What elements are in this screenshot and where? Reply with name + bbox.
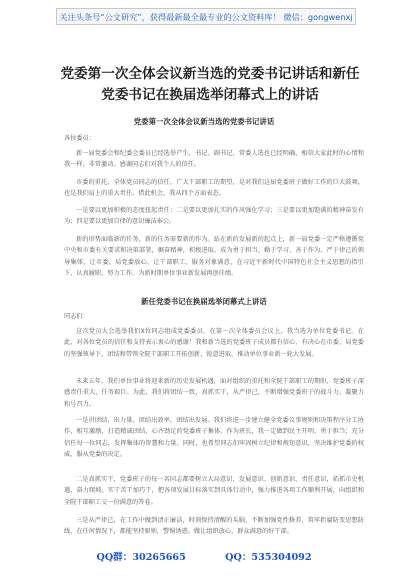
section-1-paragraph: 新的形势面临新的任务，新的任务需要新的作为。站在新的发展新的起点上，新一届党委一定严格遵循党中央和市委有关要求和决策部署，掘奋精神，积极进取，成为勇于担当、勤于学习、善于作为、严于律己的领导集体，让市委、局党委放心，让干部职工、服务对象满意，在习近平新时代中国特色社会主义思想的指引下，认真履职，努力工作，为新时期单位事业新发展再创佳绩。	[64, 236, 364, 278]
header-banner: 关注头条号“公文研究”，获得最新最全最专业的公文资料库！ 微信：gongwenxj	[56, 8, 356, 25]
section-2-salutation: 同志们：	[64, 313, 89, 320]
footer-qq-number: QQ：535304092	[225, 552, 312, 563]
section-1-paragraph: 市委的重托、全体党员同志的信任，广大干部职工的期望，是对我们这届党委班子做好工作的巨大鼓舞，也是我们肩上的重大责任。借此机会，我从四个方面表态。	[64, 179, 364, 198]
section-2-paragraph: 未来五年，我们单位事业将迎来新的历史发展机遇，面对组织的重托和全院干部职工的期盼，党委班子深感责任重大，任务艰巨。为此，我们将团结一致，真抓实干，从严律己，不断增强党委班子的战斗力、凝聚力和号召力。	[64, 378, 364, 408]
document-title: 党委第一次全体会议新当选的党委书记讲话和新任党委书记在换届选举闭幕式上的讲话	[60, 66, 360, 103]
section-1-salutation: 各位委员：	[64, 135, 95, 142]
section-2-paragraph: 一是讲团结、出力量。团结出效率，团结出发展。我们将进一步建立健全党委议事规则和决策程序分工协作，相互激励，打造精诚团结、心齐劲足的党委班子集体。作为班长，我一定做到民主开明、勇于担当；充分信任每一位同志，发挥集体的智慧和力量。同时，也希望同志们牢固树立纪律和规矩意识，坚决维护党委的权威，服从党委的决定。	[64, 417, 364, 459]
footer-qq-group: QQ群：30265665	[96, 552, 186, 563]
section-2-paragraph: 三是从严律己，在工作中做到清正廉洁，时刻保持清醒的头脑，不断加强党性修养，筑牢拒腐防变思想防线，在任何情况下，都能坚持原则，警惕诱惑。做让组织放心、群众满意的好干部。	[64, 517, 364, 536]
section-2-title: 新任党委书记在换届选举闭幕式上讲话	[141, 297, 267, 306]
section-1-paragraph: 一是要以更加积极的态度扭起责任；二是要以更加扎实的作风强化学习；三是要以更加饱满的精神奋发有为；四是要以更加自律的意识廉洁奉公。	[64, 207, 364, 226]
section-2-paragraph: 这次党员大会选举我们X位同志组成党委委员，在第一次全体委员会议上，我当选为单位党委书记。在此，对各位党员的信任和支持表示衷心的感谢！我和新当选的党委班子成员都有信心、有决心在市委、局党委的坚强领导下，团结和带领全院干部职工开拓创新，锐意进取，推动单位事业新一轮大发展。	[64, 328, 364, 358]
section-2-paragraph: 二是真抓实干，党委班子的每一名同志都要树立大局意识、发展意识、创新意识、责任意识，拓抓市史机遇，奋力爬坡、实干苦干加巧干，把各项发展目标落实到具体行动中，强力推进各项工作顺利开展，向组织和全院干部职工交一份满意的答卷。	[64, 476, 364, 506]
section-1-title: 党委第一次全体会议新当选的党委书记讲话	[133, 117, 275, 126]
footer-contact	[0, 549, 408, 563]
section-1-paragraph: 新一届党委会和纪委会委员已经选举产生，书记、副书记、常委人选也已经明确，相信大家此时的心情和我一样，非常激动。感谢同志们对我个人的信任。	[64, 150, 364, 169]
